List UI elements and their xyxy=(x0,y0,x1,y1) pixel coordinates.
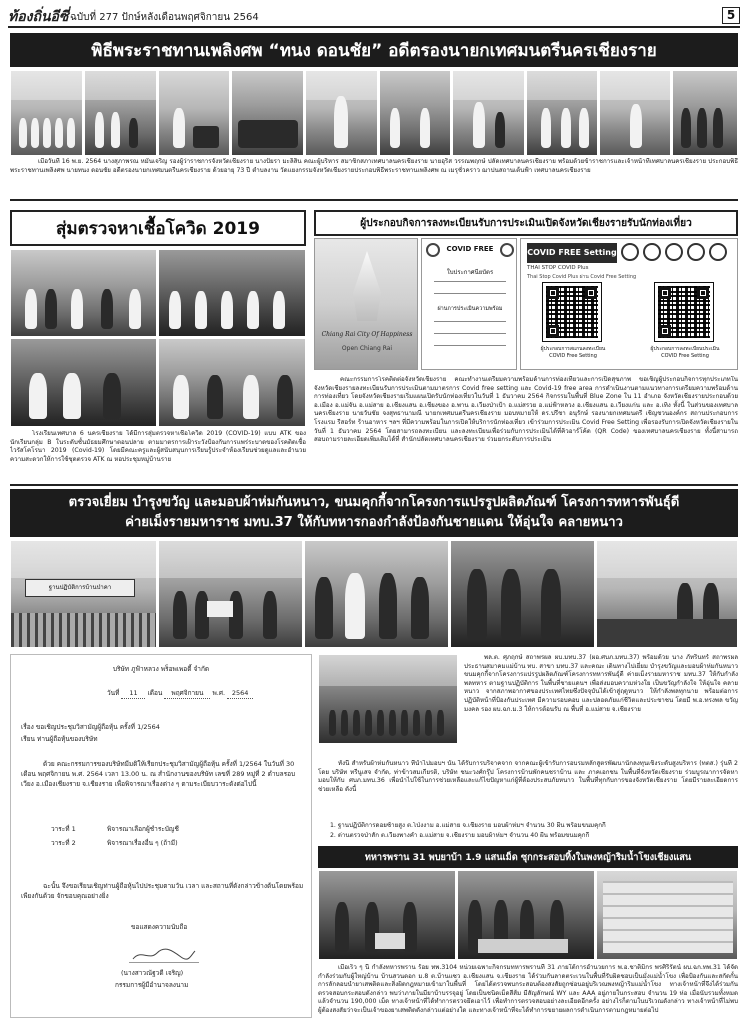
story4-item2: 2. ด่านตรวจป่าสัก ต.เวียงพางคำ อ.แม่สาย จ.เชียงราย มอบผ้าห่มฯ จำนวน 40 ผืน พร้อมขนมคุกกี้ xyxy=(330,832,590,839)
letter-date xyxy=(107,689,253,699)
letter-closing: ขอแสดงความนับถือ xyxy=(131,923,188,931)
assessment-qr-code xyxy=(655,283,713,341)
letter-date-month: พฤศจิกายน xyxy=(164,689,210,699)
story1-body: เมื่อวันที่ 16 พ.ย. 2564 นางสุภาพรณ หมั่นเจริญ รองผู้ว่าราชการจังหวัดเชียงราย นางปัยรา มะลิสิน คณะผู้บริหาร สมาชิกสภาเทศบาลนครเชียงราย นายอุริส วรรณพฤกษ์ ปลัดเทศบาลนครเชียงราย พร้อมด้วยข้าราชการและเจ้าหน้าที่เทศบาลนครเชียงราย ประกอบพิธีพระราชทานเพลิงศพ นายทนง ดอนชัย อดีตรองนายกเทศมนตรีนครเชียงราย ด้วยอายุ 73 ปี ตำบลงาน วัดแยงกรรมจังหวัดเชียงรายประกอบพิธีพระราชทานเพลิงศพ ณ เมรุชั่วคราว ฌาปนสถานเต้นฟ้า เทศบาลนครเชียงราย xyxy=(10,158,738,174)
story3-headline xyxy=(314,210,738,236)
story4-photo-1 xyxy=(10,540,157,648)
emblem-icon xyxy=(643,243,661,261)
story5-headline xyxy=(318,846,738,868)
shareholder-meeting-notice xyxy=(10,654,312,1018)
story4-item1: 1. ฐานปฏิบัติการดอยซ้ายสูง ต.โป่งงาม อ.แม่สาย จ.เชียงราย มอบผ้าห่มฯ จำนวน 30 ผืน พร้อมขนมคุกกี้ xyxy=(330,822,606,829)
story4-photo-4 xyxy=(450,540,595,648)
covid-free-setting-poster xyxy=(520,238,738,370)
story4-body-a: พล.ต. ศุภฤกษ์ สถาพรผล ผบ.มทบ.37 (ผอ.ศบภ.มทบ.37) พร้อมด้วย นาง ภัทรินทร์ สถาพรผล ประธานสมาคมแม่บ้าน ทบ. สาขา มทบ.37 และคณะ เดินทางไปเยี่ยม บำรุงขวัญและมอบผ้าห่มกันหนาว ขนมคุกกี้จากโครงการแปรรูปผลิตภัณฑ์โครงการทหารพันธุ์ดี ค่ายเม็งรายมหาราช มทบ.37 ให้กับกำลังพลทหาร ตามฐานปฏิบัติการ ในพื้นที่ชายแดนฯ เพื่อส่งมอบความห่วงใย เป็นขวัญกำลังใจ ให้อุ่นใจ คลายหนาว จากสภาพอากาศของประเทศไทยซึ่งปัจจุบันได้เข้าสู่ฤดูหนาว ให้กำลังพลทุกนาย พร้อมต่อการปฏิบัติหน้าที่ป้องกันประเทศ มีความรอบคอบ และปลอดภัยแก่ชีวิตและประชาชน โดยมี พ.อ.ทรงพล ขวัญมงคล รอง ผบ.ฉก.ม.3 ให้การต้อนรับ ณ พื้นที่ อ.แม่สาย จ.เชียงราย xyxy=(464,654,738,713)
story4-inline-photo xyxy=(318,654,458,744)
story3-headline-text: ผู้ประกอบกิจการลงทะเบียนรับการประเมินเปิดจังหวัดเชียงรายรับนักท่องเที่ยว xyxy=(360,218,692,229)
letter-year-prefix: พ.ศ. xyxy=(212,689,226,697)
letter-signer-name: (นางสาวณัฐวดี เจริญ) xyxy=(121,969,184,977)
temple-icon xyxy=(353,251,381,321)
story2-headline xyxy=(10,210,306,246)
story2-photo-1 xyxy=(10,249,157,337)
story1-photo-9 xyxy=(599,70,671,156)
qr1-caption: ผู้ประกอบการสแกนลงทะเบียน xyxy=(540,346,606,352)
emblem-icon xyxy=(665,243,683,261)
agenda1-label: วาระที่ 1 xyxy=(51,825,76,833)
page-number: 5 xyxy=(722,7,740,24)
story1-photo-7 xyxy=(452,70,525,156)
chiangrai-open-poster xyxy=(314,238,418,370)
story2-photo-grid xyxy=(10,249,306,427)
story3-body: คณะกรรมการโรคติดต่อจังหวัดเชียงราย คณะทำงานเตรียมความพร้อมด้านการท่องเที่ยวและการเปิดสุขภาพ ขอเชิญผู้ประกอบกิจการทุกประเภทในจังหวัดเชียงรายลงทะเบียนรับการประเมินตามมาตรการ Covid free setting และ Covid-19 free area การดำเนินงานตามแนวทางการเตรียมความพร้อมด้านการท่องเที่ยว โดยจังหวัดเชียงรายเริ่มแผนเปิดรับนักท่องเที่ยวในวันที่ 1 ธันวาคม 2564 กิจกรรมในพื้นที่ Blue Zone ใน 11 อำเภอ จังหวัดเชียงรายประกอบด้วย อ.เมือง อ.แม่จัน อ.แม่สาย อ.เชียงแสน อ.เชียงของ อ.พาน อ.เวียงป่าเป้า อ.แม่สรวย อ.แม่ฟ้าหลวง อ.เชียงแสน อ.เวียงแก่น และ อ.เทิง ทั้งนี้ ในส่วนของเทศบาลนครเชียงราย นายวันชัย จงสุทธานามณี นายกเทศมนตรีนครเชียงราย มอบหมายให้ ดร.ปรีชา อนุรักษ์ รองนายกเทศมนตรี เชิญชวนองค์กร สถานประกอบการ โรงแรม รีสอร์ท ร้านอาหาร ฯลฯ ที่มีความพร้อมในการเปิดให้บริการนักท่องเที่ยว เข้าร่วมการประเมิน Covid Free Setting เพื่อรองรับการเปิดจังหวัดเชียงรายในวันที่ 1 ธันวาคม 2564 โดยสามารถลงทะเบียน และลงทะเบียนเพื่อร่วมกับการประเมินได้ที่คิวอาร์โค้ด (QR Code) ของเทศบาลนครเชียงราย ทั้งนี้สามารถสอบถามรายละเอียดเพิ่มเติมได้ที่ สำนักปลัดเทศบาลนครเชียงราย ร่วมยกระดับการประเมิน xyxy=(314,376,738,444)
story5-photo-3 xyxy=(596,870,738,960)
masthead xyxy=(8,6,740,28)
poster3-sub: THAI STOP COVID Plus xyxy=(527,265,589,271)
story2-photo-2 xyxy=(158,249,306,337)
poster1-sub: Open Chiang Rai xyxy=(341,345,393,352)
story5-photo-row xyxy=(318,870,738,960)
letter-signer-title: กรรมการผู้มีอำนาจลงนาม xyxy=(115,981,189,989)
story2-headline-text: สุ่มตรวจหาเชื้อโควิด 2019 xyxy=(56,218,260,239)
emblem-icon xyxy=(426,243,440,257)
story2-body: โรงเรียนเทศบาล 6 นครเชียงราย ได้มีการสุ่มตรวจหาเชื้อโควิด 2019 (COVID-19) แบบ ATK ของนักเรียนกลุ่ม B ในระดับชั้นมัธยมศึกษาตอนปลาย ตามมาตรการเฝ้าระวังป้องกันการแพร่ระบาดของโรคติดเชื้อไวรัสโคโรนา 2019 (Covid-19) โดยมีคณะครูและผู้สนับสนุนการเรียนรู้ประจำห้องเรียนช่วยดูแลและอำนวยความสะดวกให้การใช้ชุดตรวจ ATK ณ หอประชุมหมู่บ้านราย xyxy=(10,430,306,463)
emblem-icon xyxy=(500,243,514,257)
letter-company: บริษัท ภูฟ้าหลวง พร็อพเพอตี้ จำกัด xyxy=(112,665,210,673)
qr2-sub: COVID Free Setting xyxy=(661,353,709,359)
letter-date-year: 2564 xyxy=(227,689,253,699)
story4-headline xyxy=(10,489,738,537)
section-divider-1 xyxy=(10,199,738,201)
story1-photo-3 xyxy=(158,70,230,156)
letter-para1: ด้วย คณะกรรมการของบริษัทมีมติให้เรียกประชุมวิสามัญผู้ถือหุ้น ครั้งที่ 1/2564 ในวันที่ 30 เดือน พฤศจิกายน พ.ศ. 2564 เวลา 13.00 น. ณ สำนักงานของบริษัท เลขที่ 289 หมู่ที่ 2 ตำบลรอบเวียง อ.เมืองเชียงราย จ.เชียงราย เพื่อพิจารณาเรื่องต่าง ๆ ตามระเบียบวาระดังต่อไปนี้ xyxy=(21,760,296,788)
story4-headline-line2: ค่ายเม็งรายมหาราช มทบ.37 ให้กับทหารกองกำลังป้องกันชายแดน ให้อุ่นใจ คลายหนาว xyxy=(125,515,623,530)
covid-free-certificate xyxy=(421,238,517,370)
story4-headline-line1: ตรวจเยี่ยม บำรุงขวัญ และมอบผ้าห่มกันหนาว, ขนมคุกกี้จากโครงการแปรรูปผลิตภัณฑ์ โครงการทหารพันธุ์ดี xyxy=(68,495,680,510)
agenda2-label: วาระที่ 2 xyxy=(51,839,76,847)
story1-headline xyxy=(10,33,738,67)
story2-photo-4 xyxy=(158,338,306,427)
story1-photo-4 xyxy=(231,70,304,156)
qr2-caption: ผู้ประกอบการลงทะเบียนประเมิน xyxy=(650,346,720,352)
story5-photo-2 xyxy=(457,870,595,960)
story5-headline-text: ทหารพราน 31 พบยาบ้า 1.9 แสนเม็ด ซุกกระสอบทิ้งในพงหญ้าริมน้ำโขงเชียงแสน xyxy=(364,851,692,863)
agenda1-text: พิจารณาเลือกผู้ชำระบัญชี xyxy=(107,825,179,833)
issue-line: ฉบับที่ 277 ปักษ์หลังเดือนพฤศจิกายน 2564 xyxy=(70,12,259,23)
story3-poster-row xyxy=(314,238,738,372)
emblem-icon xyxy=(621,243,639,261)
story4-photo-2 xyxy=(158,540,303,648)
story1-photo-1 xyxy=(10,70,83,156)
poster1-caption: Chiang Rai City Of Happiness xyxy=(321,331,413,338)
emblem-icon xyxy=(687,243,705,261)
emblem-icon xyxy=(709,243,727,261)
letter-month-prefix: เดือน xyxy=(147,689,163,697)
story1-photo-2 xyxy=(84,70,157,156)
letter-para2: ฉะนั้น จึงขอเรียนเชิญท่านผู้ถือหุ้นไปประชุมตามวัน เวลา และสถานที่ดังกล่าวข้างต้นโดยพร้อมเพียงกันด้วย จักขอบคุณอย่างยิ่ง xyxy=(21,882,304,900)
outpost-sign: ฐานปฏิบัติการบ้านป่าคา xyxy=(25,579,135,597)
poster3-line: Thai Stop Covid Plus ผ่าน Covid Free Setting xyxy=(527,274,637,280)
story4-formation-photo xyxy=(318,654,458,744)
registration-qr-code xyxy=(543,283,601,341)
qr1-sub: COVID Free Setting xyxy=(549,353,597,359)
letter-date-day: 11 xyxy=(121,689,145,699)
agenda2-text: พิจารณาเรื่องอื่น ๆ (ถ้ามี) xyxy=(107,839,178,847)
poster2-label: ผ่านการประเมินความพร้อม xyxy=(437,306,503,312)
letter-subject: เรื่อง ขอเชิญประชุมวิสามัญผู้ถือหุ้น ครั้งที่ 1/2564 xyxy=(21,723,160,731)
story5-body: เมื่อเร็ว ๆ นี้ กำลังทหารพราน ร้อย ทพ.3104 หน่วยเฉพาะกิจกรมทหารพรานที่ 31 ภายใต้การอำนวยการ พ.อ.ชาติมิกร พรศิริรัตน์ ผบ.ฉก.ทพ.31 ได้จัดกำลังร่วมกับผู้ใหญ่บ้าน บ้านสวนดอก ม.8 ต.บ้านแซว อ.เชียงแสน จ.เชียงราย ได้ร่วมกันลาดตระเวนในพื้นที่รับผิดชอบเป็นมั่งแม่น้ำโขง เพื่อป้องกันและสกัดกั้นการลักลอบนำยาเสพติดและสิ่งผิดกฎหมายเข้ามาในพื้นที่ โดยได้ตรวจพบกระสอบต้องสงสัยถูกซ่อนอยู่บริเวณพงหญ้าริมแม่น้ำโขง ทางเจ้าหน้าที่จึงได้ร่วมกันตรวจสอบกระสอบดังกล่าว พบว่าภายในมียาบ้าบรรจุอยู่ โดยเป็นชนิดเม็ดสีส้ม มีสัญลักษณ์ WY และ AAA อยู่ภายในกระสอบ จำนวน 19 ห่อ เมื่อนับรวมทั้งหมดแล้วจำนวน 190,000 เม็ด ทางเจ้าหน้าที่ได้ทำการตรวจยึดเอาไว้ เพื่อทำการตรวจสอบอย่างละเอียดอีกครั้ง อย่างไรก็ตามในบริเวณดังกล่าว ทางเจ้าหน้าที่ไม่พบผู้ต้องสงสัยว่าจะเป็นเจ้าของยาเสพติดดังกล่าวแต่อย่างใด และทางเจ้าหน้าที่จะได้ทำการขยายผลการดำเนินการตามกฎหมายต่อไป xyxy=(318,964,738,1014)
signature-mark xyxy=(129,947,199,963)
story5-photo-1 xyxy=(318,870,456,960)
story4-photo-strip xyxy=(10,540,738,648)
story2-photo-3 xyxy=(10,338,157,427)
story1-photo-5 xyxy=(305,70,378,156)
letter-to: เรียน ท่านผู้ถือหุ้นของบริษัท xyxy=(21,735,98,743)
poster2-title: COVID FREE xyxy=(446,245,494,253)
story1-photo-8 xyxy=(526,70,598,156)
story4-photo-5 xyxy=(596,540,738,648)
poster3-title: COVID FREE Setting xyxy=(527,243,617,263)
section-divider-2 xyxy=(10,484,738,486)
newspaper-logo: ท้องถิ่นอีซี่ xyxy=(8,9,69,25)
story4-photo-3 xyxy=(304,540,449,648)
poster2-sub: ใบประกาศนียบัตร xyxy=(446,269,494,276)
story4-body-b: ทั้งนี้ สำหรับผ้าห่มกันหนาว ที่นำไปมอบฯ นั้น ได้รับการบริจาคจาก จากคณะผู้เข้ารับการอบรมหลักสูตรพัฒนานักลงทุนเชิงระดับสูงบริหาร (ทตส.) รุ่นที่ 2 โดย บริษัท ทรีนูเสจ จำกัด, ท่าข้าวสมเกียรติ, บริษัท ชนะวงศ์กรุ๊ป โครงการบ้านพักคนชราบ้าน และ ภาคเอกชน ในพื้นที่จังหวัดเชียงราย ร่วมบูรณาการจัดหา มอบให้กับ ศบภ.มทบ.36 เพื่อนำไปใช้ในการช่วยเหลือและแก้ไขปัญหาแก่ผู้ที่ต้องประสบภัยหนาว ในพื้นที่ทุกกับการของจังหวัดเชียงราย โดยมีรายละเอียดการช่วยเหลือ ดังนี้ xyxy=(318,760,738,793)
letter-date-prefix: วันที่ xyxy=(107,689,120,697)
story1-photo-strip xyxy=(10,70,738,156)
story1-headline-text: พิธีพระราชทานเพลิงศพ “ทนง ดอนชัย” อดีตรองนายกเทศมนตรีนครเชียงราย xyxy=(91,40,657,61)
story1-photo-10 xyxy=(672,70,738,156)
story1-photo-6 xyxy=(379,70,451,156)
